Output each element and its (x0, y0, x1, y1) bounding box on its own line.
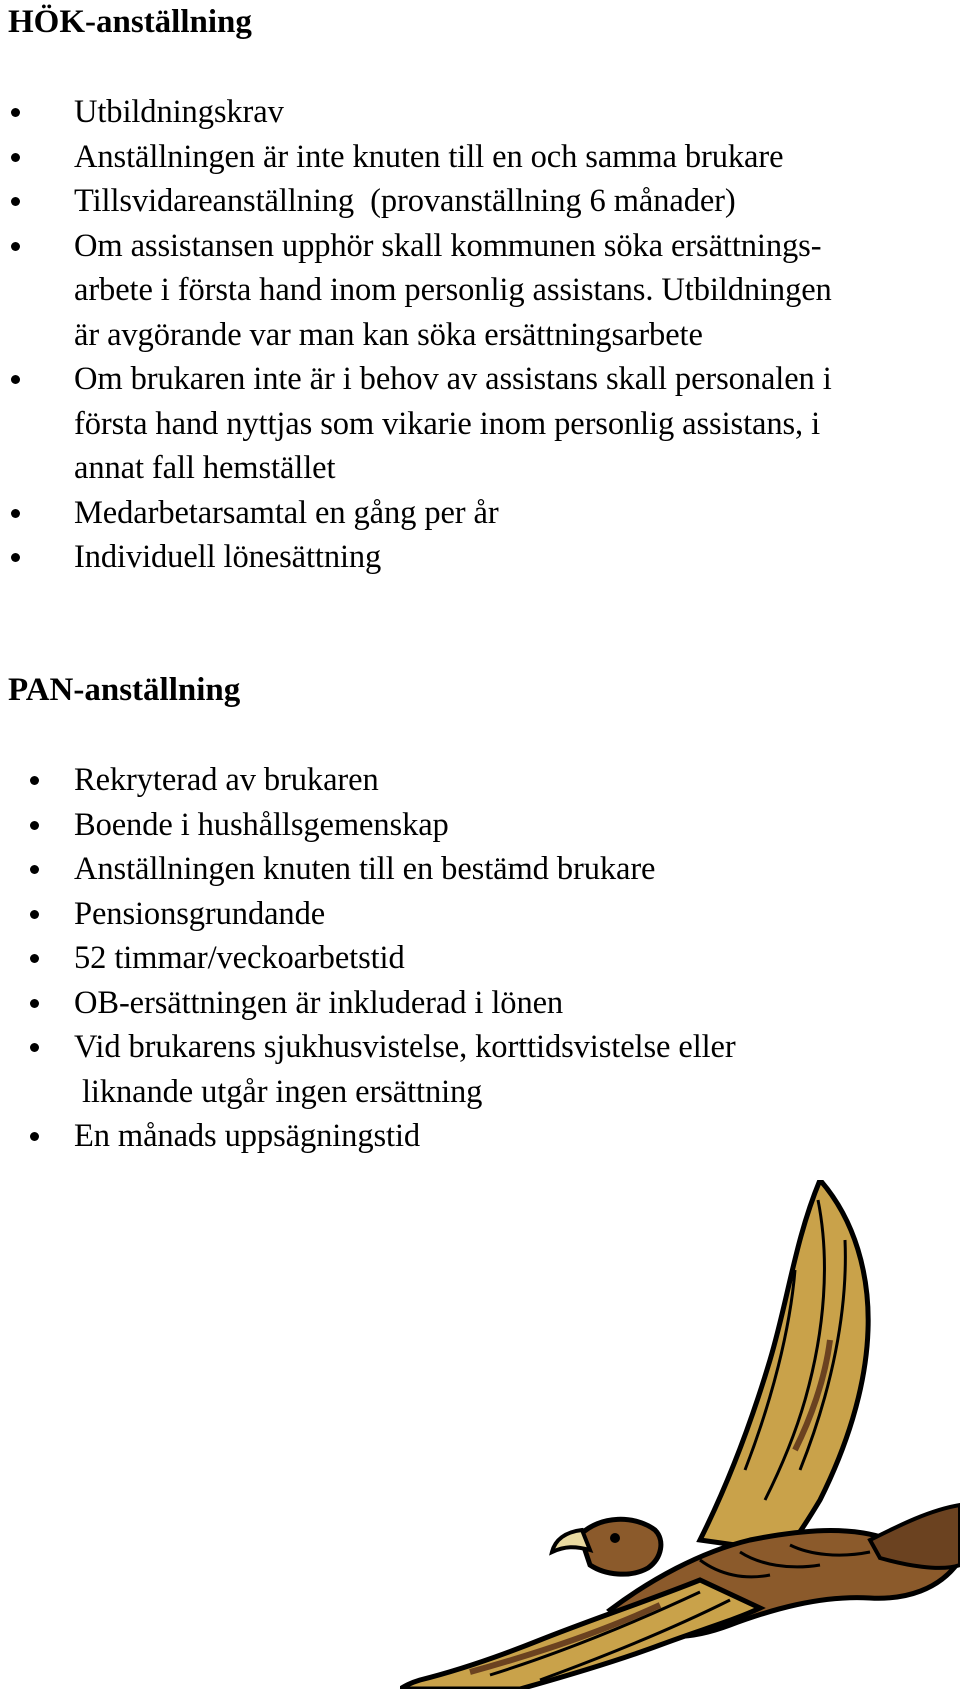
bullet-icon (30, 910, 39, 919)
list-item-text: Pensionsgrundande (74, 895, 326, 932)
list-item (0, 491, 950, 536)
bullet-icon (11, 242, 20, 251)
hok-bullet-list (0, 90, 950, 580)
eagle-tail (870, 1505, 960, 1568)
bullet-icon (30, 1132, 39, 1141)
bullet-icon (11, 197, 20, 206)
list-item-text: Tillsvidareanställning (provanställning 6 månader) (74, 183, 736, 219)
list-item (0, 981, 950, 1026)
eagle-upper-wing (700, 1180, 868, 1552)
list-item (0, 892, 950, 937)
list-item (0, 758, 950, 803)
bullet-icon (11, 375, 20, 384)
list-item-text: Anställningen är inte knuten till en och samma brukare (74, 138, 784, 175)
list-item (0, 535, 950, 580)
list-item-text: Vid brukarens sjukhusvistelse, korttidsvistelse eller (74, 1029, 736, 1065)
bullet-icon (30, 865, 39, 874)
bullet-icon (30, 999, 39, 1008)
bullet-icon (30, 776, 39, 785)
bullet-icon (11, 509, 20, 518)
list-item-text: En månads uppsägningstid (74, 1118, 421, 1154)
list-item-text: Utbildningskrav (74, 94, 284, 130)
list-item-text: liknande utgår ingen ersättning (82, 1073, 483, 1110)
bullet-icon (11, 553, 20, 562)
list-item (0, 90, 950, 135)
eagle-illustration (400, 1180, 960, 1689)
list-item (0, 135, 950, 180)
list-item-text: Om assistansen upphör skall kommunen söka ersättnings- (74, 227, 822, 264)
list-item-text: Anställningen knuten till en bestämd brukare (74, 851, 656, 887)
list-item-text: annat fall hemstället (74, 450, 336, 486)
list-item-text: arbete i första hand inom personlig assistans. Utbildningen (74, 272, 832, 308)
bullet-icon (11, 108, 20, 117)
section-heading-pan: PAN-anställning (8, 672, 241, 708)
list-item (0, 936, 950, 981)
eagle-head (580, 1519, 661, 1574)
list-item-text: OB-ersättningen är inkluderad i lönen (74, 984, 564, 1021)
list-item (0, 803, 950, 848)
list-item (0, 1025, 950, 1114)
list-item-text: Om brukaren inte är i behov av assistans skall personalen i (74, 361, 832, 397)
list-item-text: Boende i hushållsgemenskap (74, 806, 449, 843)
list-item-text: 52 timmar/veckoarbetstid (74, 940, 405, 976)
list-item (0, 847, 950, 892)
eagle-beak (552, 1530, 590, 1552)
list-item-text: Rekryterad av brukaren (74, 762, 379, 798)
list-item-text: första hand nyttjas som vikarie inom personlig assistans, i (74, 405, 821, 442)
list-item-text: Individuell lönesättning (74, 539, 382, 575)
list-item (0, 357, 950, 491)
list-item (0, 1114, 950, 1159)
list-item (0, 224, 950, 358)
eagle-eye (610, 1533, 620, 1543)
bullet-icon (30, 954, 39, 963)
section-heading-hok: HÖK-anställning (8, 4, 252, 40)
bullet-icon (30, 821, 39, 830)
list-item-text: är avgörande var man kan söka ersättningsarbete (74, 316, 703, 353)
bullet-icon (11, 153, 20, 162)
pan-bullet-list (0, 758, 950, 1159)
bullet-icon (30, 1043, 39, 1052)
list-item-text: Medarbetarsamtal en gång per år (74, 494, 499, 531)
list-item (0, 179, 950, 224)
